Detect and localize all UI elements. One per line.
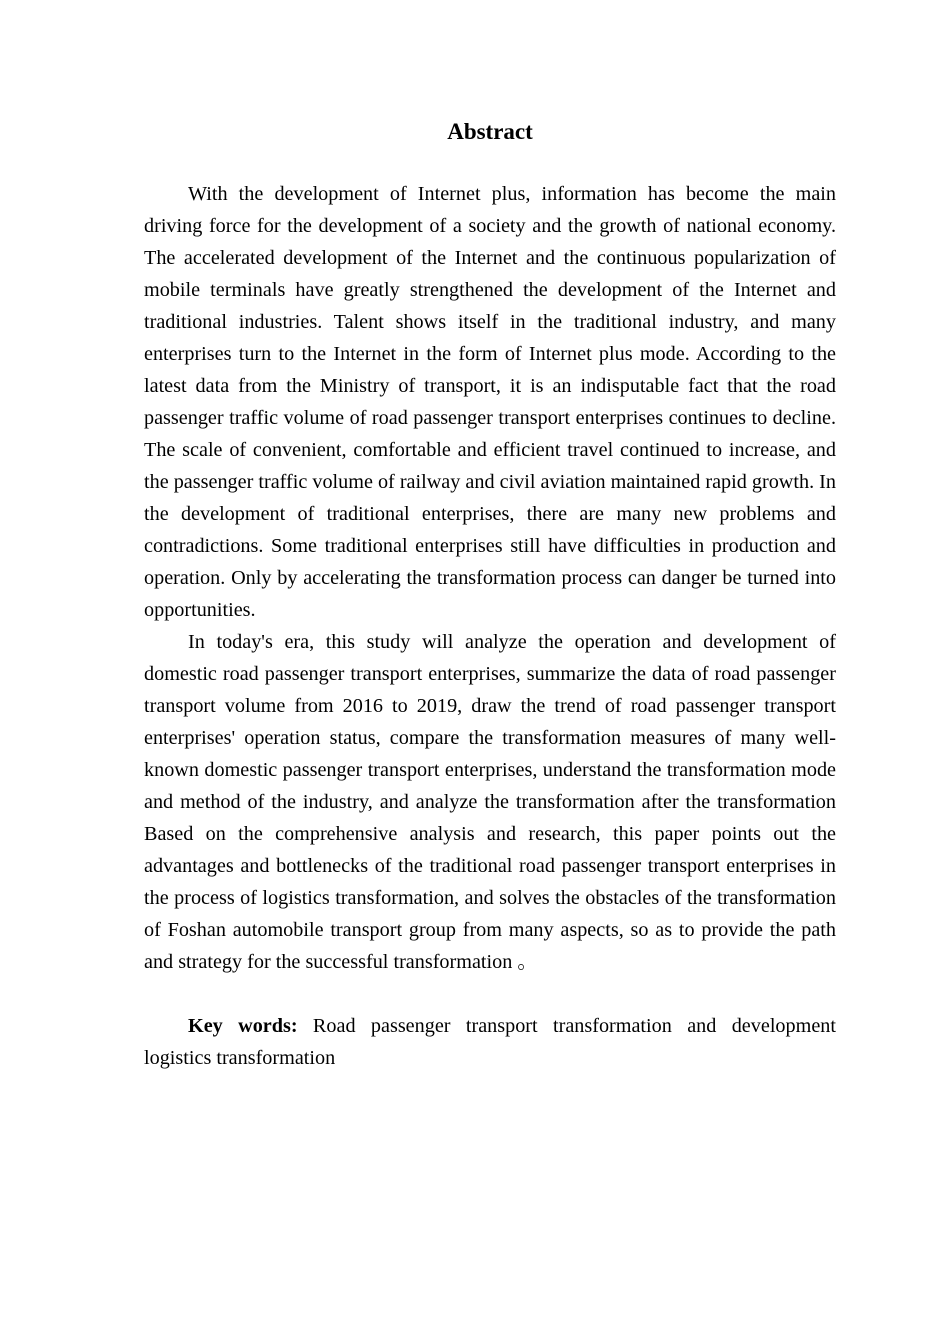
- page-title: Abstract: [447, 119, 533, 144]
- keywords-text: Road passenger transport transformation and development logistics transformation: [144, 1015, 836, 1069]
- abstract-section: [144, 112, 836, 1074]
- keywords-label: Key words:: [188, 1015, 298, 1037]
- abstract-paragraph-1: With the development of Internet plus, information has become the main driving force for the development of a society and the growth of national economy. The accelerated development of the Internet and the continuous popularization of mobile terminals have greatly strengthened the development of the Internet and traditional industries. Talent shows itself in the traditional industry, and many enterprises turn to the Internet in the form of Internet plus mode. According to the latest data from the Ministry of transport, it is an indisputable fact that the road passenger traffic volume of road passenger transport enterprises continues to decline. The scale of convenient, comfortable and efficient travel continued to increase, and the passenger traffic volume of railway and civil aviation maintained rapid growth. In the development of traditional enterprises, there are many new problems and contradictions. Some traditional enterprises still have difficulties in production and operation. Only by accelerating the transformation process can danger be turned into opportunities.: [144, 183, 836, 621]
- keywords-line: [144, 1010, 836, 1074]
- abstract-paragraph-2: In today's era, this study will analyze the operation and development of domestic road passenger transport enterprises, summarize the data of road passenger transport volume from 2016 to 2019, draw the trend of road passenger transport enterprises' operation status, compare the transformation measures of many well-known domestic passenger transport enterprises, understand the transformation mode and method of the industry, and analyze the transformation after the transformation Based on the comprehensive analysis and research, this paper points out the advantages and bottlenecks of the traditional road passenger transport enterprises in the process of logistics transformation, and solves the obstacles of the transformation of Foshan automobile transport group from many aspects, so as to provide the path and strategy for the successful transformation 。: [144, 631, 836, 973]
